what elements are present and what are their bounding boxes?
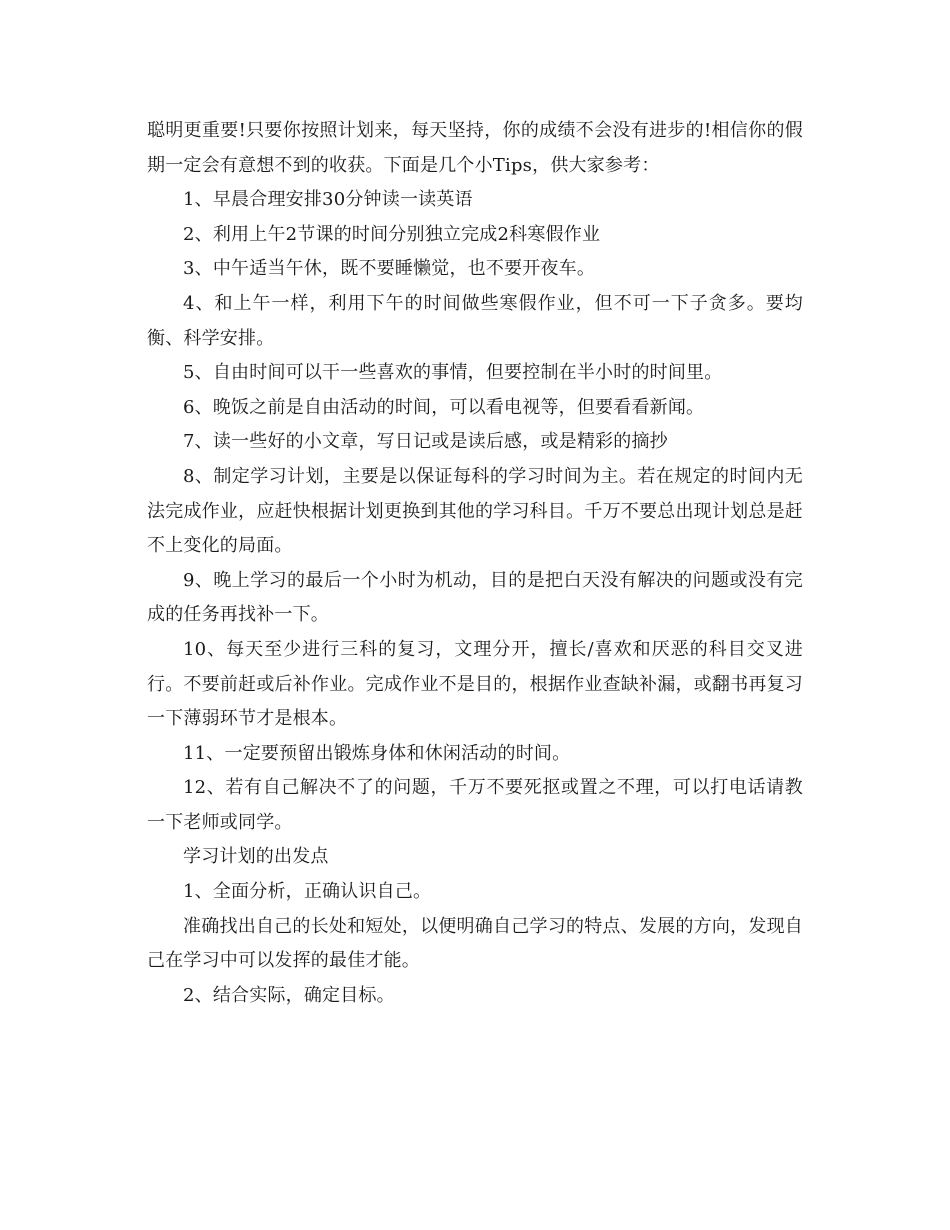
- paragraph-intro: 聪明更重要!只要你按照计划来，每天坚持，你的成绩不会没有进步的!相信你的假期一定会有意想不到的收获。下面是几个小Tips，供大家参考：: [147, 120, 803, 176]
- point-item-1-detail: 准确找出自己的长处和短处，以便明确自己学习的特点、发展的方向，发现自己在学习中可以发挥的最佳才能。: [147, 915, 803, 972]
- tip-item-12: 12、若有自己解决不了的问题，千万不要死抠或置之不理，可以打电话请教一下老师或同学。: [147, 777, 803, 833]
- tip-item-4: 4、和上午一样，利用下午的时间做些寒假作业，但不可一下子贪多。要均衡、科学安排。: [147, 292, 803, 349]
- section-heading: 学习计划的出发点: [183, 846, 329, 868]
- tip-item-10: 10、每天至少进行三科的复习，文理分开，擅长/喜欢和厌恶的科目交叉进行。不要前赶或后补作业。完成作业不是目的，根据作业查缺补漏，或翻书再复习一下薄弱环节才是根本。: [147, 638, 803, 730]
- point-item-1: 1、全面分析，正确认识自己。: [183, 881, 432, 903]
- tip-item-11: 11、一定要预留出锻炼身体和休闲活动的时间。: [183, 742, 571, 764]
- tip-item-9: 9、晚上学习的最后一个小时为机动，目的是把白天没有解决的问题或没有完成的任务再找补一下。: [147, 569, 803, 626]
- point-item-2: 2、结合实际，确定目标。: [183, 984, 395, 1006]
- tip-item-6: 6、晚饭之前是自由活动的时间，可以看电视等，但要看看新闻。: [183, 396, 705, 418]
- tip-item-1: 1、早晨合理安排30分钟读一读英语: [183, 189, 473, 211]
- tip-item-5: 5、自由时间可以干一些喜欢的事情，但要控制在半小时的时间里。: [183, 362, 723, 384]
- tip-item-2: 2、利用上午2节课的时间分别独立完成2科寒假作业: [183, 223, 601, 245]
- document-body: [147, 114, 803, 1013]
- tip-item-3: 3、中午适当午休，既不要睡懒觉，也不要开夜车。: [183, 258, 596, 280]
- tip-item-8: 8、制定学习计划，主要是以保证每科的学习时间为主。若在规定的时间内无法完成作业，应赶快根据计划更换到其他的学习科目。千万不要总出现计划总是赶不上变化的局面。: [147, 465, 803, 557]
- tip-item-7: 7、读一些好的小文章，写日记或是读后感，或是精彩的摘抄: [183, 431, 668, 453]
